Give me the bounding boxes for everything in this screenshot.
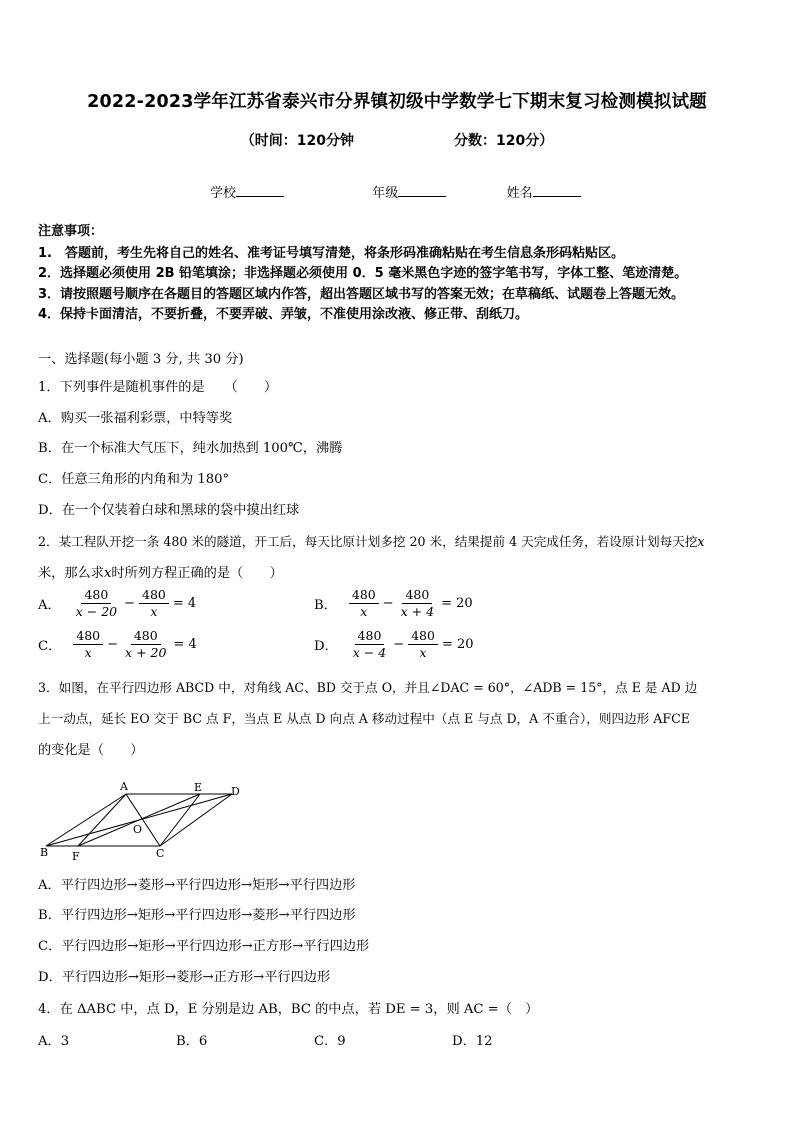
notice-item-3: 3．请按照题号顺序在各题目的答题区域内作答，超出答题区域书写的答案无效；在草稿纸、试题卷上答题无效。 [38,287,685,302]
notice-item-2: 2．选择题必须使用 2B 铅笔填涂；非选择题必须使用 0．5 毫米黑色字迹的签字笔书写，字体工整、笔迹清楚。 [38,266,688,281]
side-ab [46,794,126,846]
parallelogram-figure [36,778,256,864]
q3-stem-line3: 的变化是（ ） [38,743,144,758]
q1-stem: 1．下列事件是随机事件的是 （ ） [38,380,278,395]
segment-ec [160,794,200,846]
q3-stem-line2: 上一动点，延长 EO 交于 BC 点 F，当点 E 从点 D 向点 A 移动过程中（点 E 与点 D，A 不重合），则四边形 AFCE [38,711,690,726]
q3-option-b[interactable]: B．平行四边形→矩形→平行四边形→菱形→平行四边形 [38,908,356,923]
fraction: $\frac{480}{x}$ [139,587,169,620]
q2-stem-line2: 米，那么求x时所列方程正确的是（ ） [38,566,283,581]
q2-option-d[interactable]: D． $\frac{480}{x - 4}$ − $\frac{480}{x}$ = 20 [314,628,474,660]
q3-option-a[interactable]: A．平行四边形→菱形→平行四边形→矩形→平行四边形 [38,878,356,893]
notice-heading: 注意事项： [38,224,104,239]
label-c: C [156,847,165,860]
q4-option-c[interactable]: C．9 [314,1034,346,1049]
time-info: （时间：120分钟 [240,133,354,149]
student-info-row [210,182,581,201]
q2-option-c[interactable]: C． $\frac{480}{x}$ − $\frac{480}{x + 20}$ = 4 [38,628,197,660]
q2-var-x: x [697,534,705,549]
label-b: B [40,846,49,859]
q2-stem-line1: 2．某工程队开挖一条 480 米的隧道，开工后，每天比原计划多挖 20 米，结果提前 4 天完成任务，若设原计划每天挖x [38,534,705,549]
fraction: $\frac{480}{x}$ [73,628,103,661]
exam-title: 2022-2023学年江苏省泰兴市分界镇初级中学数学七下期末复习检测模拟试题 [87,92,707,112]
q2-option-b[interactable]: B． $\frac{480}{x}$ − $\frac{480}{x + 4}$ = 20 [314,587,473,619]
grade-label: 年级 [372,186,399,201]
fraction: $\frac{480}{x - 4}$ [352,628,387,660]
q1-option-a[interactable]: A．购买一张福利彩票，中特等奖 [38,411,233,426]
label-f: F [72,850,80,863]
q3-option-c[interactable]: C．平行四边形→矩形→平行四边形→正方形→平行四边形 [38,939,370,954]
name-blank[interactable] [533,184,581,197]
q1-option-c[interactable]: C．任意三角形的内角和为 180° [38,472,230,487]
section1-heading: 一、选择题(每小题 3 分, 共 30 分) [38,352,244,367]
label-o: O [133,823,143,836]
fraction: $\frac{480}{x}$ [408,628,438,661]
segment-ef [78,794,200,846]
label-a: A [120,780,128,793]
fraction: $\frac{480}{x + 4}$ [400,587,435,619]
q2-option-a[interactable]: A． $\frac{480}{x - 20}$ − $\frac{480}{x}$ = 4 [38,587,197,619]
label-d: D [231,785,240,798]
q3-stem-line1: 3．如图，在平行四边形 ABCD 中，对角线 AC、BD 交于点 O，并且∠DAC = 60°，∠ADB = 15°，点 E 是 AD 边 [38,680,698,695]
name-label: 姓名 [506,186,533,201]
label-e: E [194,781,203,794]
exam-subtitle [0,130,794,150]
notice-item-1: 1. 答题前，考生先将自己的姓名、准考证号填写清楚，将条形码准确粘贴在考生信息条形码粘贴区。 [38,246,624,261]
score-info: 分数：120分） [454,133,554,149]
q3-option-d[interactable]: D．平行四边形→矩形→菱形→正方形→平行四边形 [38,970,331,985]
notice-item-4: 4．保持卡面清洁，不要折叠，不要弄破、弄皱，不准使用涂改液、修正带、刮纸刀。 [38,307,529,322]
q4-option-d[interactable]: D．12 [452,1034,493,1049]
diagonal-ac [126,794,160,846]
fraction: $\frac{480}{x + 20}$ [125,628,167,660]
q4-stem: 4．在 ΔABC 中，点 D，E 分别是边 AB，BC 的中点，若 DE = 3，则 AC =（ ） [38,1002,539,1017]
q4-option-a[interactable]: A．3 [38,1034,70,1049]
q1-option-d[interactable]: D．在一个仅装着白球和黑球的袋中摸出红球 [38,503,300,518]
fraction: $\frac{480}{x}$ [349,587,379,620]
school-blank[interactable] [236,184,284,197]
q4-option-b[interactable]: B．6 [176,1034,208,1049]
q1-option-b[interactable]: B．在一个标准大气压下，纯水加热到 100℃，沸腾 [38,441,343,456]
side-dc [160,794,232,846]
grade-blank[interactable] [398,184,446,197]
school-label: 学校 [210,186,237,201]
fraction: $\frac{480}{x - 20}$ [75,587,118,619]
